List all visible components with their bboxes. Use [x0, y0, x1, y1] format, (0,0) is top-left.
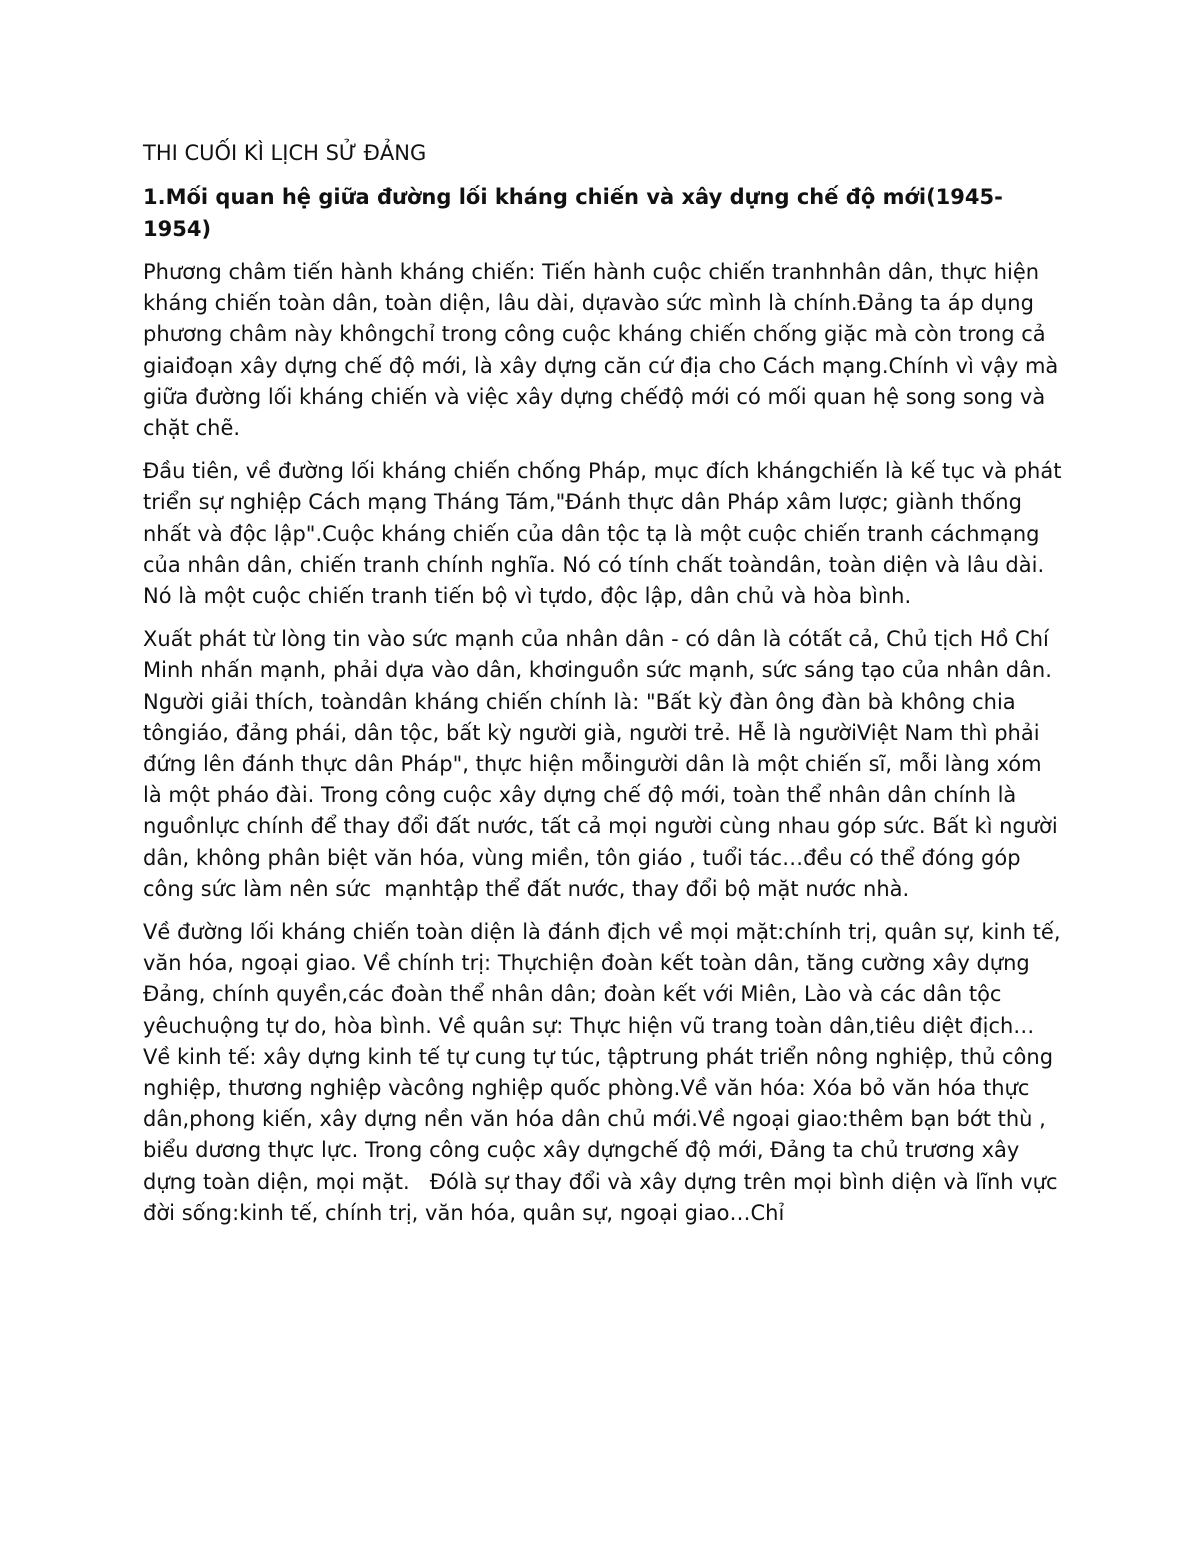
paragraph-4: Về đường lối kháng chiến toàn diện là đánh địch về mọi mặt:chính trị, quân sự, kinh tế, văn hóa, ngoại giao. Về chính trị: Thựchiện đoàn kết toàn dân, tăng cường xây dựng Đảng, chính quyền,các đoàn thể nhân dân; đoàn kết với Miên, Lào và các dân tộc yêuchuộng tự do, hòa bình. Về quân sự: Thực hiện vũ trang toàn dân,tiêu diệt địch… Về kinh tế: xây dựng kinh tế tự cung tự túc, tậptrung phát triển nông nghiệp, thủ công nghiệp, thương nghiệp vàcông nghiệp quốc phòng.Về văn hóa: Xóa bỏ văn hóa thực dân,phong kiến, xây dựng nền văn hóa dân chủ mới.Về ngoại giao:thêm bạn bớt thù , biểu dương thực lực. Trong công cuộc xây dựngchế độ mới, Đảng ta chủ trương xây dựng toàn diện, mọi mặt. Đólà sự thay đổi và xây dựng trên mọi bình diện và lĩnh vực đời sống:kinh tế, chính trị, văn hóa, quân sự, ngoại giao…Chỉ	[143, 920, 1068, 1225]
document-body	[143, 138, 1069, 1241]
document-title: THI CUỐI KÌ LỊCH SỬ ĐẢNG	[143, 141, 427, 165]
section-heading: 1.Mối quan hệ giữa đường lối kháng chiến và xây dựng chế độ mới(1945-1954)	[143, 185, 1003, 241]
paragraph-3: Xuất phát từ lòng tin vào sức mạnh của nhân dân - có dân là cótất cả, Chủ tịch Hồ Chí Minh nhấn mạnh, phải dựa vào dân, khơinguồn sức mạnh, sức sáng tạo của nhân dân. Người giải thích, toàndân kháng chiến chính là: "Bất kỳ đàn ông đàn bà không chia tôngiáo, đảng phái, dân tộc, bất kỳ người già, người trẻ. Hễ là ngườiViệt Nam thì phải đứng lên đánh thực dân Pháp", thực hiện mỗingười dân là một chiến sĩ, mỗi làng xóm là một pháo đài. Trong công cuộc xây dựng chế độ mới, toàn thể nhân dân chính là nguồnlực chính để thay đổi đất nước, tất cả mọi người cùng nhau góp sức. Bất kì người dân, không phân biệt văn hóa, vùng miền, tôn giáo , tuổi tác…đều có thể đóng góp công sức làm nên sức mạnhtập thể đất nước, thay đổi bộ mặt nước nhà.	[143, 627, 1065, 901]
paragraph-2: Đầu tiên, về đường lối kháng chiến chống Pháp, mục đích khángchiến là kế tục và phát triển sự nghiệp Cách mạng Tháng Tám,"Đánh thực dân Pháp xâm lược; giành thống nhất và độc lập".Cuộc kháng chiến của dân tộc tạ là một cuộc chiến tranh cáchmạng của nhân dân, chiến tranh chính nghĩa. Nó có tính chất toàndân, toàn diện và lâu dài. Nó là một cuộc chiến tranh tiến bộ vì tựdo, độc lập, dân chủ và hòa bình.	[143, 459, 1069, 609]
paragraph-1: Phương châm tiến hành kháng chiến: Tiến hành cuộc chiến tranhnhân dân, thực hiện kháng chiến toàn dân, toàn diện, lâu dài, dựavào sức mình là chính.Đảng ta áp dụng phương châm này khôngchỉ trong công cuộc kháng chiến chống giặc mà còn trong cả giaiđoạn xây dựng chế độ mới, là xây dựng căn cứ địa cho Cách mạng.Chính vì vậy mà giữa đường lối kháng chiến và việc xây dựng chếđộ mới có mối quan hệ song song và chặt chẽ.	[143, 260, 1065, 441]
